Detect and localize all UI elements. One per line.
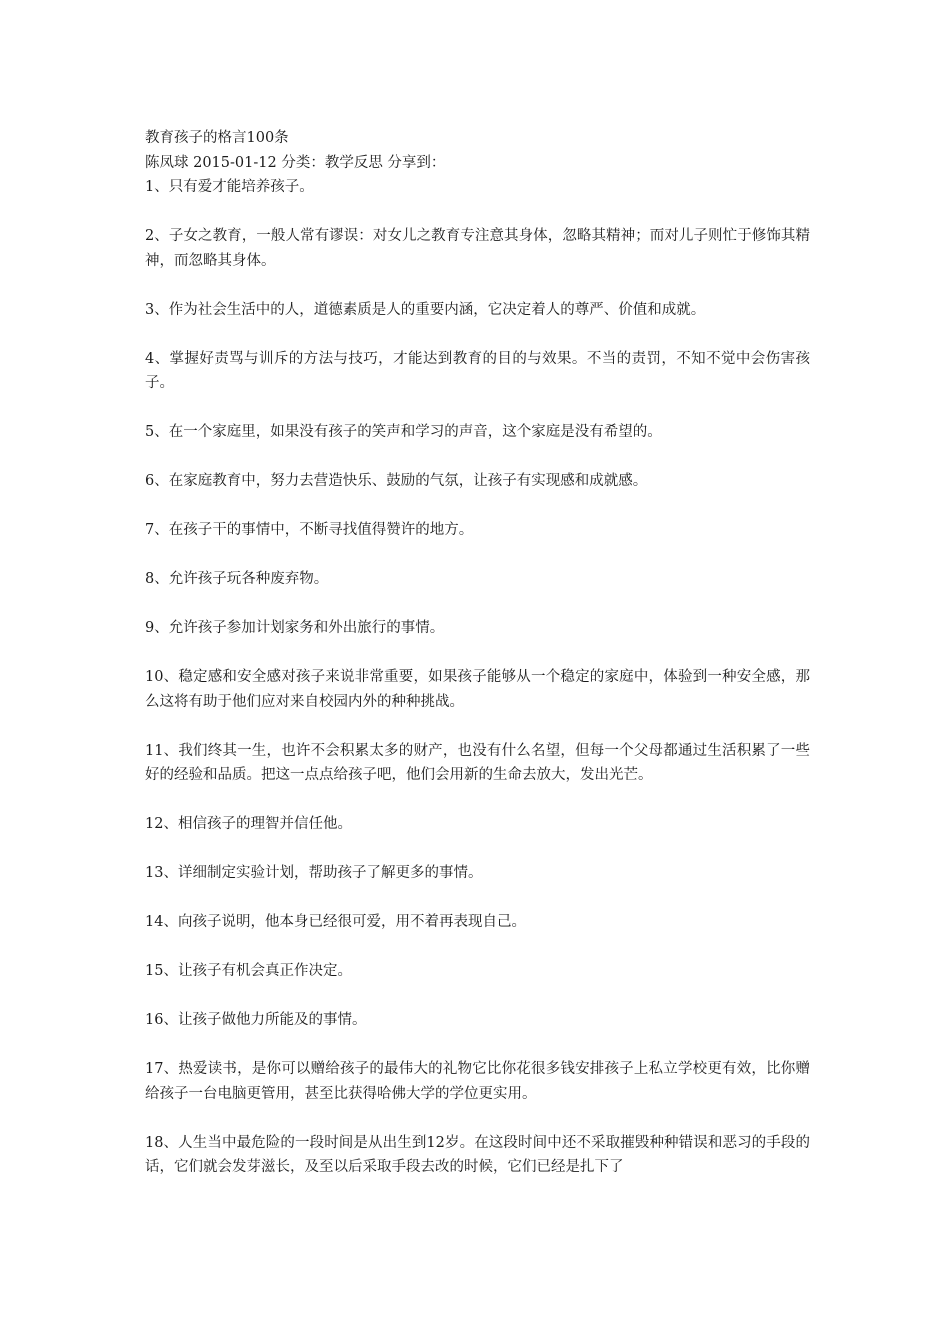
- list-item: 8、允许孩子玩各种废弃物。: [145, 571, 329, 587]
- list-item: 17、热爱读书，是你可以赠给孩子的最伟大的礼物它比你花很多钱安排孩子上私立学校更有效，比你赠给孩子一台电脑更管用，甚至比获得哈佛大学的学位更实用。: [145, 1061, 810, 1102]
- list-item: 10、稳定感和安全感对孩子来说非常重要，如果孩子能够从一个稳定的家庭中，体验到一种安全感，那么这将有助于他们应对来自校园内外的种种挑战。: [145, 669, 810, 710]
- list-item: 16、让孩子做他力所能及的事情。: [145, 1012, 367, 1028]
- list-item: 15、让孩子有机会真正作决定。: [145, 963, 352, 979]
- list-item: 9、允许孩子参加计划家务和外出旅行的事情。: [145, 620, 445, 636]
- list-item: 4、掌握好责骂与训斥的方法与技巧，才能达到教育的目的与效果。不当的责罚，不知不觉中会伤害孩子。: [145, 350, 810, 391]
- document-meta: 陈凤球 2015-01-12 分类：教学反思 分享到：: [145, 154, 446, 171]
- list-item: 13、详细制定实验计划，帮助孩子了解更多的事情。: [145, 865, 483, 881]
- document-title: 教育孩子的格言100条: [145, 130, 289, 146]
- list-item: 11、我们终其一生，也许不会积累太多的财产，也没有什么名望，但每一个父母都通过生活积累了一些好的经验和品质。把这一点点给孩子吧，他们会用新的生命去放大，发出光芒。: [145, 742, 810, 783]
- list-item: 5、在一个家庭里，如果没有孩子的笑声和学习的声音，这个家庭是没有希望的。: [145, 424, 662, 440]
- list-item: 12、相信孩子的理智并信任他。: [145, 816, 352, 832]
- document-body: [145, 126, 810, 1180]
- list-item: 18、人生当中最危险的一段时间是从出生到12岁。在这段时间中还不采取摧毁种种错误和恶习的手段的话，它们就会发芽滋长，及至以后采取手段去改的时候，它们已经是扎下了: [145, 1134, 810, 1175]
- list-item: 6、在家庭教育中，努力去营造快乐、鼓励的气氛，让孩子有实现感和成就感。: [145, 473, 648, 489]
- list-item: 7、在孩子干的事情中，不断寻找值得赞许的地方。: [145, 522, 474, 538]
- list-item: 14、向孩子说明，他本身已经很可爱，用不着再表现自己。: [145, 914, 526, 930]
- list-item: 1、只有爱才能培养孩子。: [145, 179, 314, 195]
- list-item: 2、子女之教育，一般人常有谬误：对女儿之教育专注意其身体，忽略其精神；而对儿子则忙于修饰其精神，而忽略其身体。: [145, 228, 810, 269]
- list-item: 3、作为社会生活中的人，道德素质是人的重要内涵，它决定着人的尊严、价值和成就。: [145, 301, 706, 318]
